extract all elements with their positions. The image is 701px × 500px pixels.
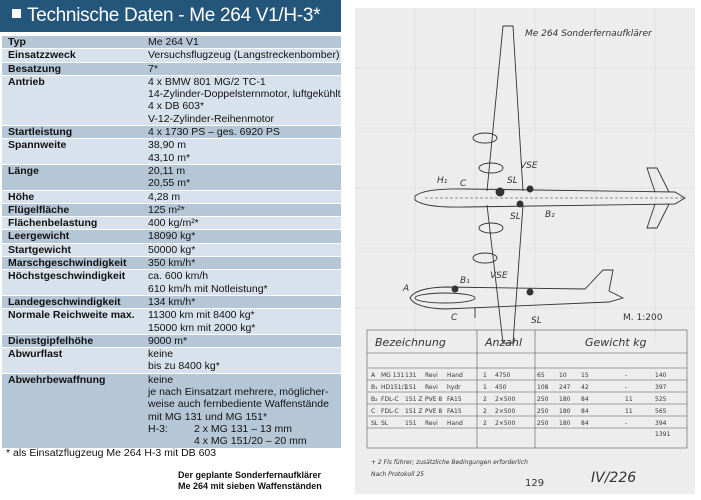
spec-label: Höchstgeschwindigkeit (8, 270, 126, 283)
drawing-cell: PVE 8 (425, 408, 443, 415)
spec-value-line: ca. 600 km/h (148, 270, 209, 283)
drawing-cell: Revi (425, 420, 438, 427)
spec-value (146, 296, 341, 308)
spec-value-line: 18090 kg* (148, 230, 196, 243)
spec-value (146, 217, 341, 229)
drawing-cell: 250 (537, 408, 549, 415)
drawing-cell: HD151/1 (381, 384, 408, 391)
spec-value-line: weise auch fernbediente Waffenstände (148, 398, 329, 411)
spec-value-line: 14-Zylinder-Doppelsternmotor, luftgekühlt (148, 88, 341, 101)
drawing-cell: MG 131 (381, 372, 405, 379)
h3-label (148, 435, 194, 447)
spec-value-line: V-12-Zylinder-Reihenmotor (148, 112, 275, 125)
drawing-cell: 140 (655, 372, 667, 379)
drawing-cell: 394 (655, 420, 667, 427)
drawing-footer-line1: + 2 Fls führer; zusätzliche Bedingungen erforderlich (371, 459, 528, 466)
spec-value-line: 11300 km mit 8400 kg* (148, 309, 255, 322)
section-title-text: Technische Daten - Me 264 V1/H-3* (27, 5, 321, 26)
spec-label: Normale Reichweite max. (8, 309, 135, 322)
spec-value-line: 20,11 m (148, 164, 186, 177)
drawing-cell: 2×500 (495, 420, 516, 427)
drawing-cell: FA15 (447, 396, 462, 403)
drawing-cell: 250 (537, 420, 549, 427)
drawing-cell: 2 (483, 408, 487, 415)
drawing-cell: 2×500 (495, 408, 516, 415)
spec-row (2, 217, 341, 230)
drawing-cell: SL (371, 420, 379, 427)
spec-value (146, 270, 341, 295)
drawing-cell: C (371, 408, 376, 415)
drawing-cell: - (625, 420, 628, 427)
spec-label: Leergewicht (8, 230, 70, 243)
section-title (0, 0, 341, 32)
spec-value (146, 126, 341, 138)
spec-row (2, 230, 341, 243)
label-a: A (403, 284, 410, 294)
spec-value (146, 335, 341, 347)
spec-label: Höhe (8, 190, 35, 203)
drawing-total: 1391 (655, 431, 671, 438)
drawing-cell: 180 (559, 408, 571, 415)
drawing-cell: 450 (495, 384, 507, 391)
drawing-cell: hydr (447, 384, 461, 391)
drawing-cell: 2 (483, 396, 487, 403)
spec-row (2, 335, 341, 348)
drawing-cell: 250 (537, 396, 549, 403)
spec-value (146, 230, 341, 242)
spec-label: Flügelfläche (8, 203, 70, 216)
spec-label: Dienstgipfelhöhe (8, 334, 94, 347)
h3-value: 4 x MG 151/20 – 20 mm (194, 435, 307, 448)
label-sl-2: SL (510, 212, 521, 222)
caption-line: Der geplante Sonderfernaufklärer (178, 470, 322, 480)
drawing-header-designation: Bezeichnung (375, 336, 446, 349)
image-caption (178, 470, 358, 492)
drawing-cell: PVE 8 (425, 396, 443, 403)
drawing-cell: 1 (483, 372, 487, 379)
spec-value-line: 4 x 1730 PS – ges. 6920 PS (148, 126, 280, 139)
spec-value (146, 374, 341, 448)
spec-row (2, 374, 341, 449)
top-view-aircraft (415, 26, 685, 343)
spec-value (146, 49, 341, 61)
drawing-cell: B₁ (371, 384, 378, 391)
drawing-cell: - (625, 372, 628, 379)
spec-value (146, 76, 341, 125)
h3-armament-line (148, 435, 341, 447)
drawing-cell: 10 (559, 372, 567, 379)
drawing-cell: 84 (581, 420, 589, 427)
label-c-side: C (451, 313, 458, 323)
technical-drawing (355, 8, 695, 494)
spec-value-line: bis zu 8400 kg* (148, 360, 220, 373)
square-bullet-icon (12, 9, 21, 18)
drawing-cell: Revi (425, 384, 438, 391)
spec-value-line: 400 kg/m²* (148, 217, 199, 230)
label-vse: VSE (520, 161, 538, 171)
drawing-cell: 11 (625, 396, 633, 403)
drawing-cell: 151 (405, 384, 417, 391)
spec-value (146, 63, 341, 75)
spec-label: Abwurflast (8, 348, 63, 361)
h3-value: 2 x MG 131 – 13 mm (194, 422, 293, 435)
drawing-cell: Hand (447, 420, 463, 427)
spec-row (2, 126, 341, 139)
spec-row (2, 348, 341, 374)
spec-label: Besatzung (8, 62, 62, 75)
spec-value-line: 4 x BMW 801 MG/2 TC-1 (148, 75, 266, 88)
drawing-cell: 84 (581, 396, 589, 403)
spec-label: Antrieb (8, 75, 45, 88)
drawing-cell: 397 (655, 384, 667, 391)
drawing-cell: Revi (425, 372, 438, 379)
label-b1: B₁ (460, 276, 470, 286)
spec-value (146, 139, 341, 164)
drawing-cell: 65 (537, 372, 545, 379)
spec-value-line: keine (148, 373, 174, 386)
spec-label: Startgewicht (8, 243, 72, 256)
spec-value-line: 134 km/h* (148, 295, 196, 308)
h3-armament-line (148, 423, 341, 435)
drawing-cell: 1 (483, 384, 487, 391)
drawing-cell: 180 (559, 396, 571, 403)
spec-row (2, 49, 341, 62)
h3-label: H-3: (148, 422, 168, 435)
spec-row (2, 309, 341, 335)
spec-value-line: 43,10 m* (148, 151, 191, 164)
spec-label: Landegeschwindigkeit (8, 295, 121, 308)
drawing-cell: 525 (655, 396, 667, 403)
scale-label: M. 1:200 (623, 313, 663, 323)
spec-value (146, 191, 341, 203)
drawing-cell: 84 (581, 408, 589, 415)
spec-row (2, 36, 341, 49)
spec-label: Einsatzzweck (8, 49, 76, 62)
spec-row (2, 296, 341, 309)
spec-label: Typ (8, 36, 26, 48)
spec-row (2, 191, 341, 204)
spec-value-line: 9000 m* (148, 334, 188, 347)
drawing-footer-line2: Nach Protokoll 25 (371, 471, 424, 478)
spec-value-line: keine (148, 348, 174, 361)
spec-value-line: 38,90 m (148, 139, 186, 152)
drawing-header-count: Anzahl (485, 336, 523, 349)
drawing-svg (355, 8, 695, 494)
spec-row (2, 139, 341, 165)
spec-value-line: 7* (148, 62, 158, 75)
drawing-cell: FDL-C (381, 408, 399, 415)
spec-value-line: je nach Einsatzart mehrere, möglicher- (148, 386, 329, 399)
spec-value (146, 36, 341, 48)
drawing-cell: 131 (405, 372, 417, 379)
spec-label: Flächenbelastung (8, 217, 98, 230)
spec-value-line: 15000 km mit 2000 kg* (148, 321, 256, 334)
drawing-header-weight: Gewicht kg (585, 336, 647, 349)
drawing-cell: 108 (537, 384, 549, 391)
spec-value-line: 20,55 m* (148, 177, 191, 190)
drawing-cell: A (371, 372, 376, 379)
drawing-cell: FDL-C (381, 396, 399, 403)
spec-row (2, 63, 341, 76)
spec-value-line: 610 km/h mit Notleistung* (148, 282, 268, 295)
drawing-cell: 2×500 (495, 396, 516, 403)
spec-label: Spannweite (8, 139, 67, 152)
spec-label: Startleistung (8, 126, 73, 139)
drawing-cell: 151 Z (405, 396, 423, 403)
drawing-title: Me 264 Sonderfernaufklärer (525, 29, 652, 39)
drawing-cell: - (625, 384, 628, 391)
label-c: C (460, 179, 467, 189)
spec-value-line: 4,28 m (148, 190, 181, 203)
drawing-cell: 180 (559, 420, 571, 427)
spec-value (146, 204, 341, 216)
drawing-cell: 247 (559, 384, 571, 391)
drawing-cell: 4750 (495, 372, 511, 379)
drawing-ref-number: IV/226 (591, 470, 637, 486)
spec-value-line: 4 x DB 603* (148, 100, 205, 113)
spec-value-line: Me 264 V1 (148, 36, 199, 48)
spec-value (146, 244, 341, 256)
label-b2: B₂ (545, 210, 555, 220)
label-h1: H₁ (437, 176, 448, 186)
spec-value (146, 257, 341, 269)
drawing-cell: 151 Z (405, 408, 423, 415)
label-sl: SL (507, 176, 518, 186)
spec-value (146, 348, 341, 373)
spec-value-line: mit MG 131 und MG 151* (148, 410, 268, 423)
drawing-cell: 42 (581, 384, 589, 391)
spec-value (146, 165, 341, 190)
specs-table (2, 36, 341, 449)
label-sl-side: SL (531, 316, 542, 326)
caption-line: Me 264 mit sieben Waffenständen (178, 481, 322, 491)
drawing-cell: 565 (655, 408, 667, 415)
spec-row (2, 270, 341, 296)
drawing-cell: 151 (405, 420, 417, 427)
spec-value-line: 50000 kg* (148, 243, 196, 256)
spec-row (2, 165, 341, 191)
spec-label: Länge (8, 164, 39, 177)
footnote: * als Einsatzflugzeug Me 264 H-3 mit DB 603 (6, 447, 217, 459)
drawing-page-number: 129 (525, 478, 545, 489)
spec-label: Abwehrbewaffnung (8, 373, 106, 386)
spec-value-line: Versuchsflugzeug (Langstreckenbomber) (148, 49, 340, 62)
spec-label: Marschgeschwindigkeit (8, 257, 127, 270)
spec-row (2, 204, 341, 217)
data-panel (0, 0, 341, 500)
drawing-cell: FA15 (447, 408, 462, 415)
spec-row (2, 76, 341, 126)
spec-value-line: 125 m²* (148, 203, 185, 216)
drawing-cell: SL (381, 420, 389, 427)
drawing-cell: B₂ (371, 396, 378, 403)
drawing-cell: Hand (447, 372, 463, 379)
spec-row (2, 257, 341, 270)
spec-value (146, 309, 341, 334)
drawing-cell: 2 (483, 420, 487, 427)
label-vse-side: VSE (490, 271, 508, 281)
spec-value-line: 350 km/h* (148, 257, 196, 270)
drawing-cell: 15 (581, 372, 589, 379)
spec-row (2, 244, 341, 257)
drawing-cell: 11 (625, 408, 633, 415)
